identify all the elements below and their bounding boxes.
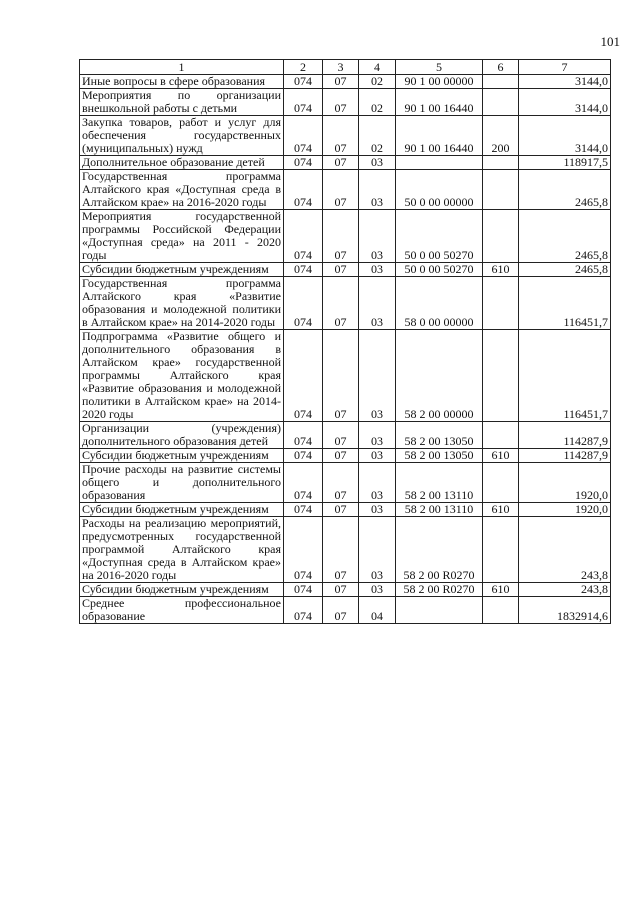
header-row [80, 60, 611, 75]
row-subsection-code: 04 [359, 597, 396, 624]
column-header: 3 [323, 60, 359, 75]
row-expense-type [483, 89, 519, 116]
row-subsection-code: 03 [359, 277, 396, 330]
row-name: Государственная программа Алтайского края «Доступная среда в Алтайском крае» на 2016-2020 годы [80, 170, 284, 210]
table-row [80, 597, 611, 624]
row-ministry-code: 074 [284, 263, 323, 277]
row-target-article: 58 2 00 13110 [396, 503, 483, 517]
row-ministry-code: 074 [284, 597, 323, 624]
row-subsection-code: 03 [359, 263, 396, 277]
row-section-code: 07 [323, 503, 359, 517]
row-subsection-code: 03 [359, 210, 396, 263]
table-row [80, 89, 611, 116]
table-row [80, 449, 611, 463]
row-amount: 114287,9 [519, 449, 611, 463]
row-expense-type [483, 156, 519, 170]
row-name: Организации (учреждения) дополнительного образования детей [80, 422, 284, 449]
row-amount: 243,8 [519, 517, 611, 583]
row-expense-type: 610 [483, 449, 519, 463]
row-expense-type [483, 517, 519, 583]
row-subsection-code: 03 [359, 503, 396, 517]
page-number: 101 [600, 34, 620, 49]
column-header: 4 [359, 60, 396, 75]
row-ministry-code: 074 [284, 583, 323, 597]
row-section-code: 07 [323, 597, 359, 624]
row-amount: 2465,8 [519, 210, 611, 263]
row-section-code: 07 [323, 277, 359, 330]
row-name: Подпрограмма «Развитие общего и дополнительного образования в Алтайском крае» государственной программы Алтайского края «Развитие образования и молодежной политики в Алтайском крае» на 2014-2020 годы [80, 330, 284, 422]
row-target-article: 50 0 00 50270 [396, 263, 483, 277]
row-ministry-code: 074 [284, 422, 323, 449]
row-amount: 116451,7 [519, 330, 611, 422]
row-subsection-code: 02 [359, 89, 396, 116]
row-section-code: 07 [323, 116, 359, 156]
row-ministry-code: 074 [284, 156, 323, 170]
row-name: Субсидии бюджетным учреждениям [80, 503, 284, 517]
row-ministry-code: 074 [284, 330, 323, 422]
row-subsection-code: 03 [359, 517, 396, 583]
table-row [80, 210, 611, 263]
row-expense-type [483, 422, 519, 449]
row-subsection-code: 03 [359, 330, 396, 422]
row-name: Расходы на реализацию мероприятий, предусмотренных государственной программой Алтайского края «Доступная среда в Алтайском крае» на 2016-2020 годы [80, 517, 284, 583]
row-subsection-code: 02 [359, 75, 396, 89]
row-expense-type [483, 210, 519, 263]
row-expense-type [483, 277, 519, 330]
row-target-article: 58 2 00 13050 [396, 449, 483, 463]
row-ministry-code: 074 [284, 75, 323, 89]
row-ministry-code: 074 [284, 170, 323, 210]
row-section-code: 07 [323, 449, 359, 463]
row-target-article: 90 1 00 16440 [396, 116, 483, 156]
row-amount: 243,8 [519, 583, 611, 597]
table-row [80, 503, 611, 517]
row-section-code: 07 [323, 422, 359, 449]
row-name: Государственная программа Алтайского края «Развитие образования и молодежной политики в Алтайском крае» на 2014-2020 годы [80, 277, 284, 330]
row-target-article: 58 2 00 00000 [396, 330, 483, 422]
row-section-code: 07 [323, 517, 359, 583]
table-row [80, 583, 611, 597]
row-expense-type [483, 75, 519, 89]
row-target-article [396, 156, 483, 170]
row-section-code: 07 [323, 156, 359, 170]
row-expense-type [483, 597, 519, 624]
row-target-article: 58 2 00 R0270 [396, 583, 483, 597]
row-expense-type [483, 330, 519, 422]
row-subsection-code: 03 [359, 583, 396, 597]
row-ministry-code: 074 [284, 210, 323, 263]
row-ministry-code: 074 [284, 277, 323, 330]
row-section-code: 07 [323, 330, 359, 422]
row-expense-type: 610 [483, 583, 519, 597]
row-target-article: 90 1 00 00000 [396, 75, 483, 89]
row-amount: 3144,0 [519, 116, 611, 156]
row-expense-type [483, 463, 519, 503]
row-name: Субсидии бюджетным учреждениям [80, 583, 284, 597]
row-section-code: 07 [323, 463, 359, 503]
row-amount: 118917,5 [519, 156, 611, 170]
row-target-article: 50 0 00 50270 [396, 210, 483, 263]
row-name: Мероприятия государственной программы Российской Федерации «Доступная среда» на 2011 - 2020 годы [80, 210, 284, 263]
row-target-article: 58 0 00 00000 [396, 277, 483, 330]
row-ministry-code: 074 [284, 503, 323, 517]
table-row [80, 75, 611, 89]
row-expense-type [483, 170, 519, 210]
table-row [80, 170, 611, 210]
row-section-code: 07 [323, 89, 359, 116]
row-ministry-code: 074 [284, 517, 323, 583]
row-section-code: 07 [323, 583, 359, 597]
row-section-code: 07 [323, 210, 359, 263]
row-amount: 2465,8 [519, 263, 611, 277]
column-header: 5 [396, 60, 483, 75]
table-row [80, 116, 611, 156]
row-name: Мероприятия по организации внешкольной работы с детьми [80, 89, 284, 116]
column-header: 6 [483, 60, 519, 75]
row-name: Среднее профессиональное образование [80, 597, 284, 624]
row-amount: 1920,0 [519, 463, 611, 503]
row-expense-type: 200 [483, 116, 519, 156]
row-name: Субсидии бюджетным учреждениям [80, 263, 284, 277]
row-subsection-code: 02 [359, 116, 396, 156]
row-amount: 3144,0 [519, 89, 611, 116]
row-ministry-code: 074 [284, 116, 323, 156]
row-subsection-code: 03 [359, 422, 396, 449]
row-expense-type: 610 [483, 263, 519, 277]
row-target-article: 90 1 00 16440 [396, 89, 483, 116]
row-name: Дополнительное образование детей [80, 156, 284, 170]
row-target-article: 50 0 00 00000 [396, 170, 483, 210]
table-row [80, 263, 611, 277]
row-section-code: 07 [323, 263, 359, 277]
row-subsection-code: 03 [359, 170, 396, 210]
row-subsection-code: 03 [359, 463, 396, 503]
column-header: 7 [519, 60, 611, 75]
row-subsection-code: 03 [359, 449, 396, 463]
row-ministry-code: 074 [284, 89, 323, 116]
row-ministry-code: 074 [284, 449, 323, 463]
row-amount: 2465,8 [519, 170, 611, 210]
budget-table [79, 59, 611, 624]
row-section-code: 07 [323, 75, 359, 89]
row-name: Субсидии бюджетным учреждениям [80, 449, 284, 463]
row-ministry-code: 074 [284, 463, 323, 503]
row-name: Прочие расходы на развитие системы общего и дополнительного образования [80, 463, 284, 503]
table-row [80, 156, 611, 170]
row-target-article [396, 597, 483, 624]
row-target-article: 58 2 00 13110 [396, 463, 483, 503]
row-target-article: 58 2 00 R0270 [396, 517, 483, 583]
table-row [80, 463, 611, 503]
row-amount: 1832914,6 [519, 597, 611, 624]
row-amount: 1920,0 [519, 503, 611, 517]
table-row [80, 277, 611, 330]
row-amount: 116451,7 [519, 277, 611, 330]
table-row [80, 422, 611, 449]
row-name: Закупка товаров, работ и услуг для обеспечения государственных (муниципальных) нужд [80, 116, 284, 156]
table-row [80, 330, 611, 422]
column-header: 1 [80, 60, 284, 75]
table-row [80, 517, 611, 583]
row-expense-type: 610 [483, 503, 519, 517]
row-target-article: 58 2 00 13050 [396, 422, 483, 449]
row-subsection-code: 03 [359, 156, 396, 170]
column-header: 2 [284, 60, 323, 75]
row-section-code: 07 [323, 170, 359, 210]
row-amount: 3144,0 [519, 75, 611, 89]
row-name: Иные вопросы в сфере образования [80, 75, 284, 89]
row-amount: 114287,9 [519, 422, 611, 449]
